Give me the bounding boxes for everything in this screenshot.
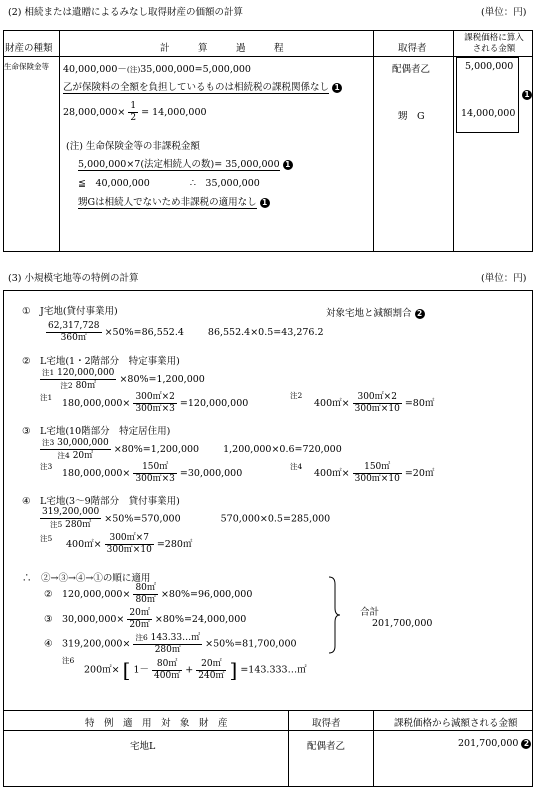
note5-label: 注5	[40, 534, 53, 543]
row-life-insurance: 生命保険金等	[4, 62, 49, 71]
badge-1-amount: 1	[522, 90, 532, 100]
badge-2-bottom: 2	[521, 739, 531, 749]
badge-2: 2	[415, 309, 425, 319]
calc-line-1: 40,000,000－(注)35,000,000=5,000,000	[63, 64, 251, 75]
bottom-header-property: 特 例 適 用 対 象 財 産	[85, 718, 228, 729]
total-label: 合計	[360, 607, 380, 618]
note1-calc: 180,000,000× $\frac{300㎡\times 2}{300㎡\times 3}$ =120,000,000	[62, 392, 249, 414]
note-line-2: ≦ 40,000,000 ∴ 35,000,000	[78, 178, 260, 189]
note-title: (注) 生命保険金等の非課税金額	[66, 141, 200, 152]
note6-label: 注6	[62, 656, 75, 665]
calc-line-3: 28,000,000× $\frac{1}{2}$ = 14,000,000	[63, 101, 207, 123]
bottom-header-amount: 課税価格から減額される金額	[394, 718, 518, 729]
header-calculation: 計 算 過 程	[160, 43, 284, 54]
j-land-calc: $\frac{62,317,728}{360㎡}$ ×50%=86,552.4 86,552.4×0.5=43,276.2	[48, 321, 324, 343]
header-acquirer: 取得者	[398, 43, 427, 54]
section2-title: (2) 相続または遺贈によるみなし取得財産の価額の計算	[8, 7, 243, 18]
l-land-10-heading: ③ L宅地(10階部分 特定居住用)	[22, 426, 171, 437]
l-land-39-heading: ④ L宅地(3～9階部分 貸付事業用)	[22, 496, 180, 507]
note4-label: 注4	[290, 462, 303, 471]
acquirer-spouse: 配偶者乙	[392, 64, 431, 75]
application-order: ∴ ②→③→④→①の順に適用	[22, 573, 151, 584]
note-line-3: 甥Gは相続人でないため非課税の適用なし 1	[78, 194, 270, 208]
order-line-3: ④ 319,200,000× $\frac{\text{注6 143.33…㎡}}{280㎡}$ ×50%=81,700,000	[44, 633, 297, 655]
bottom-property: 宅地L	[130, 741, 156, 752]
header-taxable-amount: 課税価格に算入 される金額	[464, 33, 524, 54]
note3-label: 注3	[40, 462, 53, 471]
acquirer-nephew: 甥 G	[398, 111, 425, 122]
section3-title: (3) 小規模宅地等の特例の計算	[8, 273, 139, 284]
bottom-header-acquirer: 取得者	[312, 718, 341, 729]
note6-calc: 200㎡× [ 1－ $\frac{80㎡}{400㎡}$ + $\frac{20㎡}{240㎡}$ ] =143.333…㎡	[84, 658, 307, 682]
amount-1: 5,000,000	[465, 61, 514, 72]
target-label: 対象宅地と減額割合 2	[326, 305, 425, 319]
l-land-39-calc: $\frac{319,200,000}{\text{注5 280㎡}}$ ×50%=570,000 570,000×0.5=285,000	[42, 507, 331, 530]
header-property-type: 財産の種類	[5, 43, 53, 54]
note2-label: 注2	[290, 391, 303, 400]
l-land-12-heading: ② L宅地(1・2階部分 特定事業用)	[22, 356, 180, 367]
note5-calc: 400㎡× $\frac{300㎡\times 7}{300㎡\times 10}$ =280㎡	[66, 533, 193, 555]
l-land-10-calc: $\frac{\text{注3 30,000,000}}{\text{注4 20㎡}}$ ×80%=1,200,000 1,200,000×0.6=720,000	[42, 438, 342, 461]
order-line-2: ③ 30,000,000× $\frac{20㎡}{20㎡}$ ×80%=24,000,000	[44, 608, 247, 630]
j-land-heading: ① J宅地(貸付事業用)	[22, 306, 118, 317]
badge-1: 1	[332, 83, 342, 93]
note1-label: 注1	[40, 393, 53, 402]
note2-calc: 400㎡× $\frac{300㎡\times 2}{300㎡\times 10}$ =80㎡	[314, 392, 435, 414]
section2-unit: (単位：円)	[481, 7, 527, 18]
note4-calc: 400㎡× $\frac{150㎡}{300㎡\times 10}$ =20㎡	[314, 462, 435, 484]
l-land-12-calc: $\frac{\text{注1 120,000,000}}{\text{注2 80㎡}}$ ×80%=1,200,000	[42, 368, 205, 391]
order-line-1: ② 120,000,000× $\frac{80㎡}{80㎡}$ ×80%=96,000,000	[44, 583, 253, 605]
note-line-1: 5,000,000×7(法定相続人の数)= 35,000,000 1	[78, 156, 293, 170]
amount-2: 14,000,000	[461, 108, 516, 119]
section3-unit: (単位：円)	[481, 273, 527, 284]
total-value: 201,700,000	[372, 618, 433, 629]
bottom-acquirer: 配偶者乙	[307, 741, 346, 752]
bottom-amount: 201,700,000 2	[458, 738, 531, 749]
calc-line-2: 乙が保険料の全額を負担しているものは相続税の課税関係なし 1	[63, 79, 342, 93]
total-brace	[328, 576, 342, 654]
note3-calc: 180,000,000× $\frac{150㎡}{300㎡\times 3}$ =30,000,000	[62, 462, 243, 484]
